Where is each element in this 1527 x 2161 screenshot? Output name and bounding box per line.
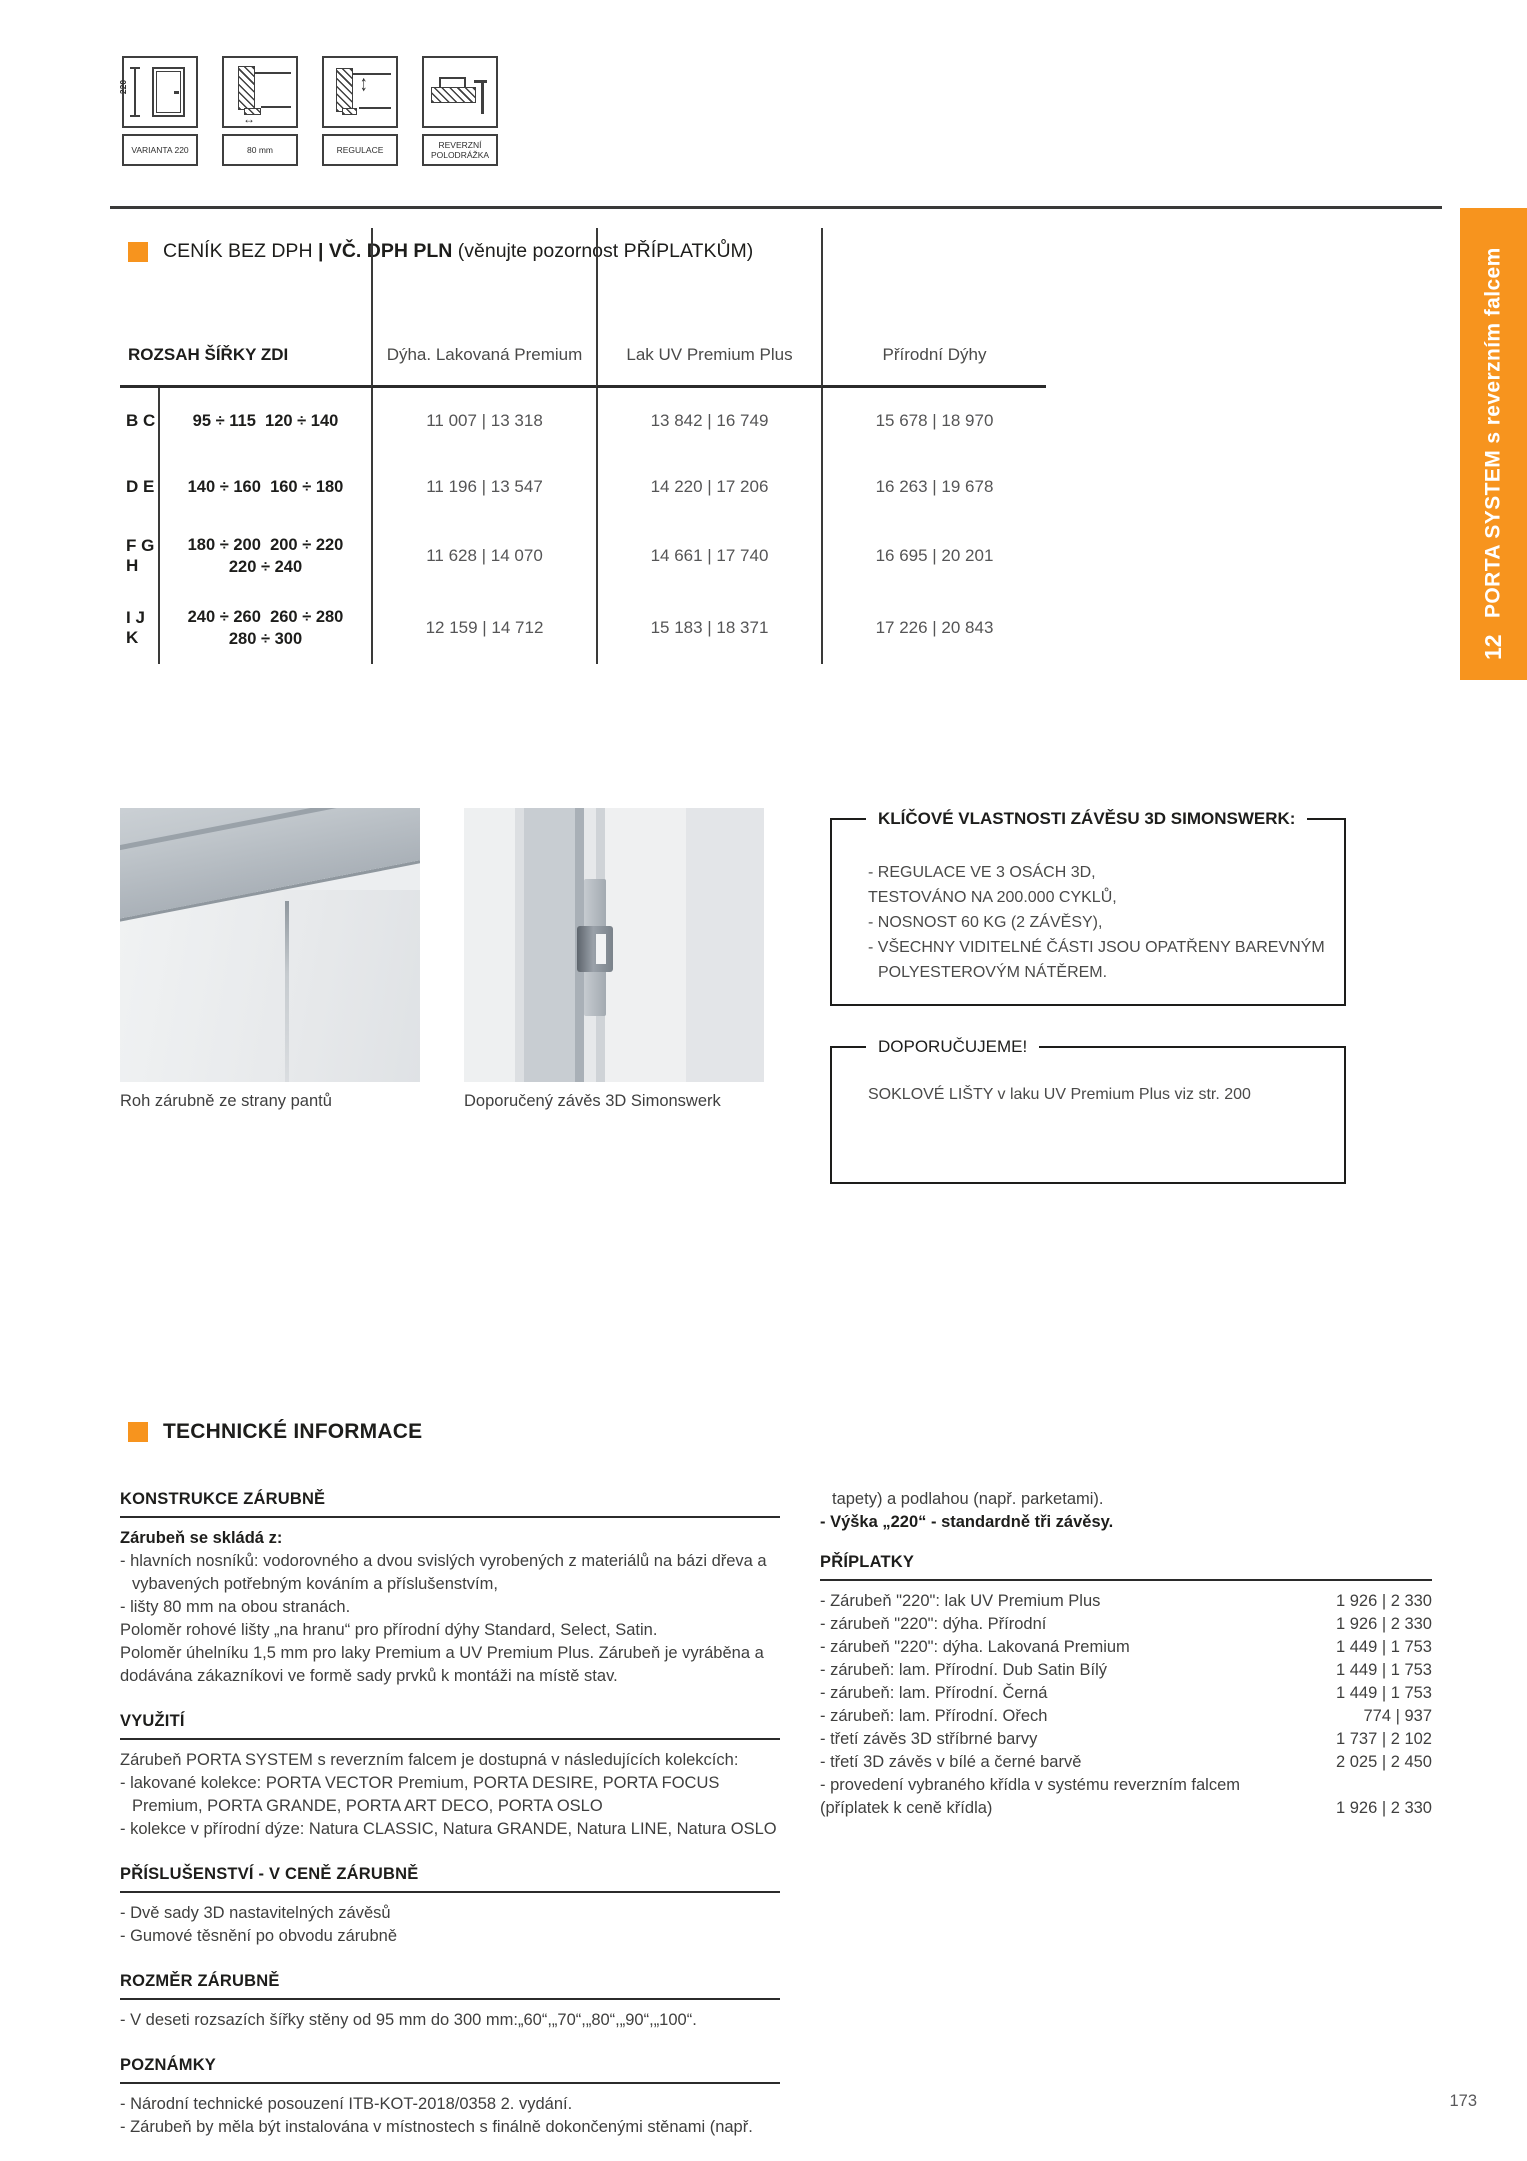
technical-left-column [120,1488,780,2161]
surcharge-price: 1 926 | 2 330 [1335,1799,1432,1817]
bullet: - Zárubeň by měla být instalována v místnostech s finálně dokončenými stěnami (např. [120,2118,753,2136]
pictogram-label: REVERZNÍ POLODRÁŽKA [422,134,498,166]
continuation-text: tapety) a podlahou (např. parketami). [832,1490,1104,1508]
technical-heading [128,1420,422,1444]
price-cell: 16 263 | 19 678 [821,454,1046,520]
section-title: POZNÁMKY [120,2054,780,2084]
recommendation-title: DOPORUČUJEME! [866,1037,1039,1057]
section-vyuziti [120,1710,780,1841]
price-cell: 11 007 | 13 318 [371,388,596,454]
chapter-number: 12 [1480,634,1506,660]
surcharge-price: 2 025 | 2 450 [1335,1753,1432,1771]
price-cell: 14 220 | 17 206 [596,454,821,520]
row-letters: I J K [126,608,145,647]
paragraph: Zárubeň PORTA SYSTEM s reverzním falcem je dostupná v následujících kolekcích: [120,1751,739,1769]
price-cell: 11 196 | 13 547 [371,454,596,520]
bullet: - Národní technické posouzení ITB-KOT-2018/0358 2. vydání. [120,2095,573,2113]
pictogram-label: VARIANTA 220 [122,134,198,166]
chapter-tab [1460,208,1527,680]
price-cell: 16 695 | 20 201 [821,520,1046,592]
frame-corner-photo [120,808,420,1082]
adjustment-icon [322,56,398,128]
section-priplatky [820,1551,1432,1820]
paragraph: Poloměr úhelníku 1,5 mm pro laky Premium a UV Premium Plus. Zárubeň je vyráběna a dodávána zákazníkovi ve formě sady prvků k montáži na místě stav. [120,1644,764,1685]
page-number: 173 [1449,2092,1477,2110]
top-divider [110,206,1442,209]
surcharge-row: - zárubeň "220": dýha. Přírodní 1 926 | 2 330 [820,1613,1432,1636]
pictogram-variant-220 [118,56,198,166]
price-cell: 11 628 | 14 070 [371,520,596,592]
orange-square-bullet-icon [128,1422,148,1442]
door-height-220-icon [118,56,198,128]
row-letters: B C [126,411,156,430]
section-title: PŘÍPLATKY [820,1551,1432,1581]
paragraph: Poloměr rohové lišty „na hranu“ pro přírodní dýhy Standard, Select, Satin. [120,1621,658,1639]
section-title: PŘÍSLUŠENSTVÍ - V CENĚ ZÁRUBNĚ [120,1863,780,1893]
surcharge-row: - zárubeň: lam. Přírodní. Černá 1 449 | 1 753 [820,1682,1432,1705]
hinge-properties-box [830,809,1346,1006]
col-header-uv-lacquer: Lak UV Premium Plus [596,228,821,388]
photo2-caption: Doporučený závěs 3D Simonswerk [464,1092,721,1110]
chapter-tab-text [1460,208,1527,680]
hinge-properties-body: - REGULACE VE 3 OSÁCH 3D, TESTOVÁNO NA 200.000 CYKLŮ, - NOSNOST 60 KG (2 ZÁVĚSY), - VŠECHNY VIDITELNÉ ČÁSTI JSOU OPATŘENY BAREVNÝM POLYESTEROVÝM NÁTĚREM. [868,864,1325,981]
pictogram-80mm [222,56,298,166]
technical-right-column [820,1488,1432,1842]
pictogram-row [118,56,498,166]
price-cell: 17 226 | 20 843 [821,592,1046,664]
pricing-heading-text: CENÍK BEZ DPH | VČ. DPH PLN (věnujte pozornost PŘÍPLATKŮM) [163,240,754,262]
hinge-properties-title: KLÍČOVÉ VLASTNOSTI ZÁVĚSU 3D SIMONSWERK: [866,809,1307,829]
bullet: - Gumové těsnění po obvodu zárubně [120,1927,398,1945]
pictogram-regulace [322,56,398,166]
horizontal-arrow-icon: ↔ [243,112,255,126]
price-cell: 14 661 | 17 740 [596,520,821,592]
col-header-wall-width: ROZSAH ŠÍŘKY ZDI [120,228,371,388]
surcharge-price: 1 449 | 1 753 [1335,1638,1432,1656]
bullet: - hlavních nosníků: vodorovného a dvou svislých vyrobených z materiálů na bázi dřeva a vybavených potřebným kováním a příslušenstvím, [120,1552,767,1593]
row-ranges: 95 ÷ 115 120 ÷ 140 [158,388,371,454]
surcharge-price: 1 926 | 2 330 [1335,1615,1432,1633]
frame-width-icon [222,56,298,128]
surcharge-price: 1 737 | 2 102 [1335,1730,1432,1748]
hinge-photo [464,808,764,1082]
surcharge-row: - zárubeň: lam. Přírodní. Ořech 774 | 937 [820,1705,1432,1728]
price-cell: 15 183 | 18 371 [596,592,821,664]
section-rozmer [120,1970,780,2032]
recommendation-box [830,1037,1346,1184]
bullet: - Dvě sady 3D nastavitelných závěsů [120,1904,391,1922]
surcharge-row: - třetí závěs 3D stříbrné barvy 1 737 | 2 102 [820,1728,1432,1751]
dimension-text: 220 [118,79,129,95]
bullet: - kolekce v přírodní dýze: Natura CLASSIC, Natura GRANDE, Natura LINE, Natura OSLO [120,1820,777,1838]
section-prislusenstvi [120,1863,780,1948]
continuation-bold: - Výška „220“ - standardně tři závěsy. [820,1513,1114,1531]
col-header-lacquered-veneer: Dýha. Lakovaná Premium [371,228,596,388]
surcharge-row: - třetí 3D závěs v bílé a černé barvě 2 025 | 2 450 [820,1751,1432,1774]
recommendation-body: SOKLOVÉ LIŠTY v laku UV Premium Plus viz str. 200 [868,1086,1251,1103]
pictogram-reverse-rebate [422,56,498,166]
surcharge-row: - provedení vybraného křídla v systému reverzním falcem (příplatek k ceně křídla) 1 926 | 2 330 [820,1774,1432,1820]
section-poznamky [120,2054,780,2139]
bullet: - V deseti rozsazích šířky stěny od 95 mm do 300 mm:„60“,„70“,„80“,„90“,„100“. [120,2011,697,2029]
row-letters: F G H [126,536,155,575]
surcharge-price: 1 449 | 1 753 [1335,1684,1432,1702]
chapter-title: PORTA SYSTEM s reverzním falcem [1481,247,1505,619]
section-konstrukce: KONSTRUKCE ZÁRUBNĚ Zárubeň se skládá z: - hlavních nosníků: vodorovného a dvou svislých vyrobených z materiálů na bázi dřeva a vybavených potřebným kováním a příslušenstvím, - lišty 80 mm na obou stranách. Poloměr rohové lišty „na hranu“ pro přírodní dýhy Standard, Select, Satin. Poloměr úhelníku 1,5 mm pro laky Premium a UV Premium Plus. Zárubeň je vyráběna a dodávána zákazníkovi ve formě sady prvků k montáži na místě stav. [120,1488,780,1688]
section-title: VYUŽITÍ [120,1710,780,1740]
price-table [120,228,1046,664]
price-cell: 15 678 | 18 970 [821,388,1046,454]
surcharge-row: - zárubeň "220": dýha. Lakovaná Premium 1 449 | 1 753 [820,1636,1432,1659]
surcharge-row: - Zárubeň "220": lak UV Premium Plus 1 926 | 2 330 [820,1590,1432,1613]
row-ranges: 180 ÷ 200 200 ÷ 220 220 ÷ 240 [158,520,371,592]
surcharge-price: 1 926 | 2 330 [1335,1592,1432,1610]
row-letters: D E [126,477,155,496]
surcharge-price: 1 449 | 1 753 [1335,1661,1432,1679]
section-title: ROZMĚR ZÁRUBNĚ [120,1970,780,2000]
reverse-rebate-icon [422,56,498,128]
pictogram-label: 80 mm [222,134,298,166]
surcharge-price: 774 | 937 [1363,1707,1432,1725]
price-cell: 12 159 | 14 712 [371,592,596,664]
technical-heading-text: TECHNICKÉ INFORMACE [163,1420,423,1443]
row-ranges: 140 ÷ 160 160 ÷ 180 [158,454,371,520]
price-cell: 13 842 | 16 749 [596,388,821,454]
bullet: - lakované kolekce: PORTA VECTOR Premium, PORTA DESIRE, PORTA FOCUS Premium, PORTA GRANDE, PORTA ART DECO, PORTA OSLO [120,1774,720,1815]
vertical-arrow-icon: ↕ [360,70,368,97]
photo1-caption: Roh zárubně ze strany pantů [120,1092,332,1110]
col-header-natural-veneer: Přírodní Dýhy [821,228,1046,388]
surcharge-row: - zárubeň: lam. Přírodní. Dub Satin Bílý 1 449 | 1 753 [820,1659,1432,1682]
pictogram-label: REGULACE [322,134,398,166]
bullet: - lišty 80 mm na obou stranách. [120,1598,351,1616]
section-title: KONSTRUKCE ZÁRUBNĚ [120,1488,780,1518]
row-ranges: 240 ÷ 260 260 ÷ 280 280 ÷ 300 [158,592,371,664]
